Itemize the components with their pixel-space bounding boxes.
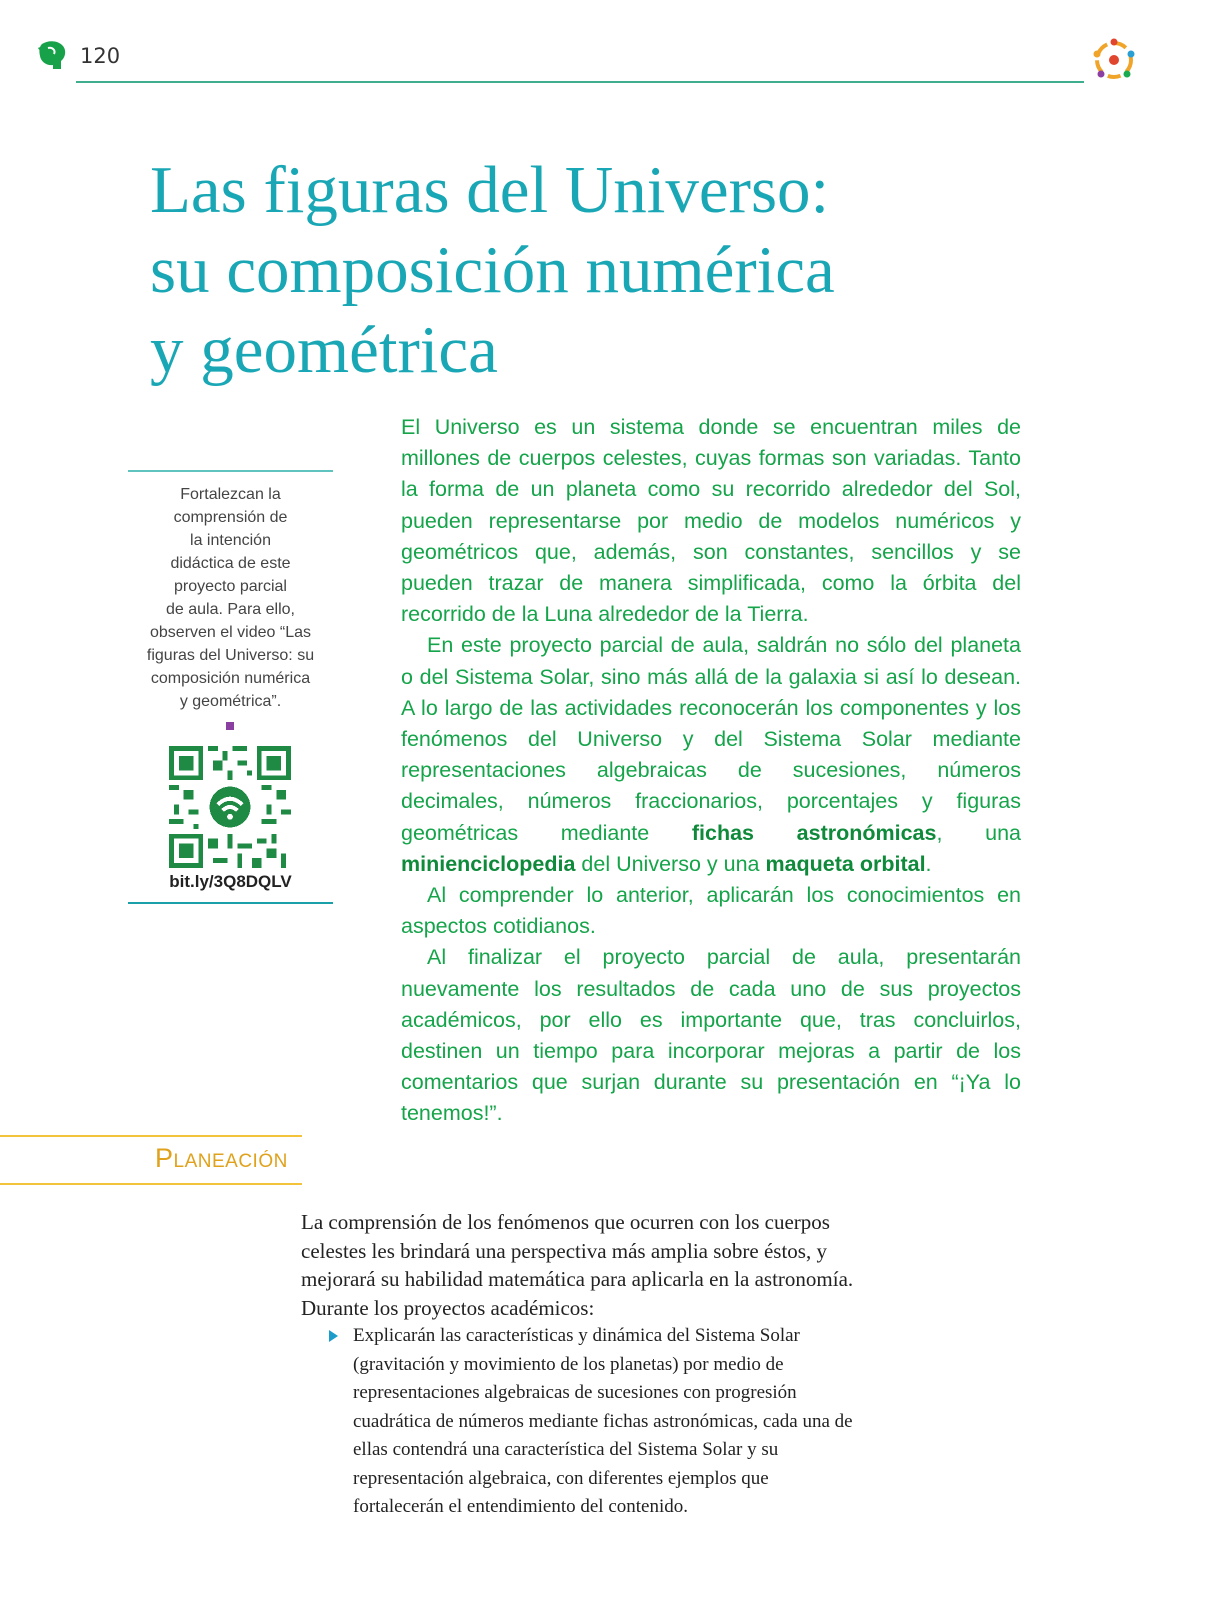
title-line-2: su composición numérica: [150, 233, 835, 307]
planeacion-bullet-list: [301, 1322, 881, 1522]
planeacion-heading: Planeación: [155, 1143, 288, 1173]
qr-url[interactable]: bit.ly/3Q8DQLV: [169, 872, 292, 891]
bullet-text: Explicarán las características y dinámica del Sistema Solar (gravitación y movimiento de los planetas) por medio de representaciones algebraicas de sucesiones con progresión cuadrática de números mediante fichas astronómicas, cada una de ellas contendrá una característica del Sistema Solar y su representación algebraica, con diferentes ejemplos que fortalecerán el entendimiento del contenido.: [353, 1325, 853, 1517]
sidebar-line: didáctica de este: [170, 555, 291, 572]
sidebar-line: la intención: [190, 532, 271, 549]
intro-text-span: , una: [936, 820, 1021, 845]
page-title: [150, 150, 1050, 390]
intro-text-span: del Universo y una: [575, 851, 766, 876]
intro-paragraph-3: Al comprender lo anterior, aplicarán los conocimientos en aspectos cotidianos.: [401, 883, 1021, 939]
intro-text-span: En este proyecto parcial de aula, saldrán no sólo del planeta o del Sistema Solar, sino más allá de la galaxia si así lo desean. A lo largo de las actividades reconocerán los componentes y los fenómenos del Universo y del Sistema Solar mediante representaciones algebraicas de sucesiones, números decimales, números fraccionarios, porcentajes y figuras geométricas mediante: [401, 633, 1021, 845]
intro-paragraph-2: [401, 630, 1021, 880]
sidebar-bottom-rule: [128, 902, 333, 904]
sidebar-line: composición numérica: [150, 670, 311, 687]
sidebar-line: y geométrica”.: [179, 693, 282, 710]
colorful-people-circle-logo: [1088, 34, 1140, 86]
sidebar-line: observen el video “Las: [150, 624, 311, 641]
intro-text-span: .: [925, 851, 932, 876]
green-leaf-head-icon: [34, 38, 70, 74]
sidebar-line: figuras del Universo: su: [146, 647, 315, 664]
sidebar-note: [128, 483, 333, 713]
title-line-3: y geométrica: [150, 313, 498, 387]
sidebar-line: proyecto parcial: [174, 578, 287, 595]
sidebar-top-rule: [128, 470, 333, 472]
title-line-1: Las figuras del Universo:: [150, 153, 830, 227]
intro-paragraph-4: Al finalizar el proyecto parcial de aula, presentarán nuevamente los resultados de cada uno de sus proyectos académicos, por ello es importante que, tras concluirlos, destinen un tiempo para incorporar mejoras a partir de los comentarios que surjan durante su presentación en “¡Ya lo tenemos!”.: [401, 945, 1021, 1126]
triangle-bullet-icon: [329, 1330, 338, 1342]
list-item: [301, 1322, 853, 1522]
qr-code[interactable]: [169, 746, 291, 868]
page-number: 120: [80, 44, 121, 68]
purple-square-marker: [226, 722, 234, 730]
intro-paragraph-1: El Universo es un sistema donde se encuentran miles de millones de cuerpos celestes, cuyas formas son variadas. Tanto la forma de un planeta como su recorrido alrededor del Sol, pueden representarse por medio de modelos numéricos y geométricos que, además, son constantes, sencillos y se pueden trazar de manera simplificada, como la órbita del recorrido de la Luna alrededor de la Tierra.: [401, 415, 1021, 627]
fichas-astronomicas-emphasis: fichas astronómicas: [691, 820, 937, 845]
planeacion-top-rule: [0, 1135, 302, 1137]
minienciclopedia-emphasis: minienciclopedia: [401, 851, 576, 876]
intro-text: [401, 412, 1021, 1130]
sidebar-line: de aula. Para ello,: [166, 601, 295, 618]
sidebar-line: comprensión de: [173, 509, 288, 526]
planeacion-bottom-rule: [0, 1183, 302, 1185]
planeacion-paragraph: La comprensión de los fenómenos que ocurren con los cuerpos celestes les brindará una perspectiva más amplia sobre éstos, y mejorará su habilidad matemática para aplicarla en la astronomía. Durante los proyectos académicos:: [301, 1210, 854, 1320]
planeacion-body: [301, 1208, 881, 1522]
maqueta-orbital-emphasis: maqueta orbital: [765, 851, 926, 876]
sidebar-line: Fortalezcan la: [180, 486, 281, 503]
header-rule: [76, 81, 1084, 83]
